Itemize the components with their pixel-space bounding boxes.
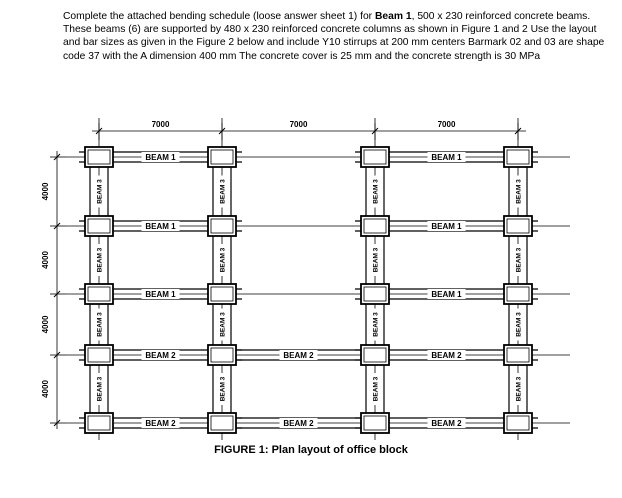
beam3-label: BEAM 3 [219, 179, 227, 204]
height-dimension-label: 4000 [41, 251, 50, 269]
beam3-label: BEAM 3 [96, 247, 104, 273]
beam3-label: BEAM 3 [515, 312, 523, 337]
beam3-label: BEAM 3 [219, 376, 227, 402]
span-dimension-label: 7000 [437, 120, 456, 129]
beam3-label: BEAM 3 [96, 376, 104, 402]
height-dimension-label: 4000 [41, 315, 50, 334]
beam-label: BEAM 2 [145, 351, 176, 360]
instructions-beam-bold: Beam 1 [374, 11, 412, 22]
beam3-label: BEAM 3 [96, 312, 104, 337]
figure-caption: FIGURE 1: Plan layout of office block [214, 444, 408, 456]
beam-label: BEAM 2 [283, 351, 314, 360]
beam-label: BEAM 1 [431, 153, 462, 162]
beam-label: BEAM 2 [431, 351, 462, 360]
beam3-label: BEAM 3 [372, 247, 380, 273]
beam-label: BEAM 1 [145, 290, 176, 299]
beam3-label: BEAM 3 [372, 179, 380, 204]
beam3-label: BEAM 3 [515, 179, 523, 204]
instructions-text-2: , 500 x 230 reinforced concrete beams. These beams (6) are supported by 480 x 230 reinforced concrete columns as shown in Figure 1 and 2 Use the layout and bar sizes as given in the Figure 2 below and include Y10 stirrups at 200 mm centers Barmark 02 and 03 are shape code 37 with the A dimension 400 mm The concrete cover is 25 mm and the concrete strength is 30 MPa [63, 11, 605, 62]
beam-label: BEAM 2 [145, 419, 176, 428]
height-dimension-label: 4000 [41, 380, 50, 398]
beam-label: BEAM 2 [431, 419, 462, 428]
span-dimension-label: 7000 [289, 120, 308, 129]
beam-label: BEAM 2 [283, 419, 314, 428]
beam3-label: BEAM 3 [372, 312, 380, 337]
beam3-label: BEAM 3 [372, 376, 380, 402]
beam-label: BEAM 1 [431, 222, 462, 231]
beam3-label: BEAM 3 [96, 179, 104, 204]
beam-label: BEAM 1 [431, 290, 462, 299]
beam3-label: BEAM 3 [219, 312, 227, 337]
span-dimension-label: 7000 [151, 120, 170, 129]
beam-label: BEAM 1 [145, 222, 176, 231]
beam3-label: BEAM 3 [219, 247, 227, 273]
height-dimension-label: 4000 [41, 182, 50, 201]
instructions-text-1: Complete the attached bending schedule (loose answer sheet 1) for [63, 11, 375, 22]
beam3-label: BEAM 3 [515, 247, 523, 273]
beam3-label: BEAM 3 [515, 376, 523, 402]
beam-label: BEAM 1 [145, 153, 176, 162]
